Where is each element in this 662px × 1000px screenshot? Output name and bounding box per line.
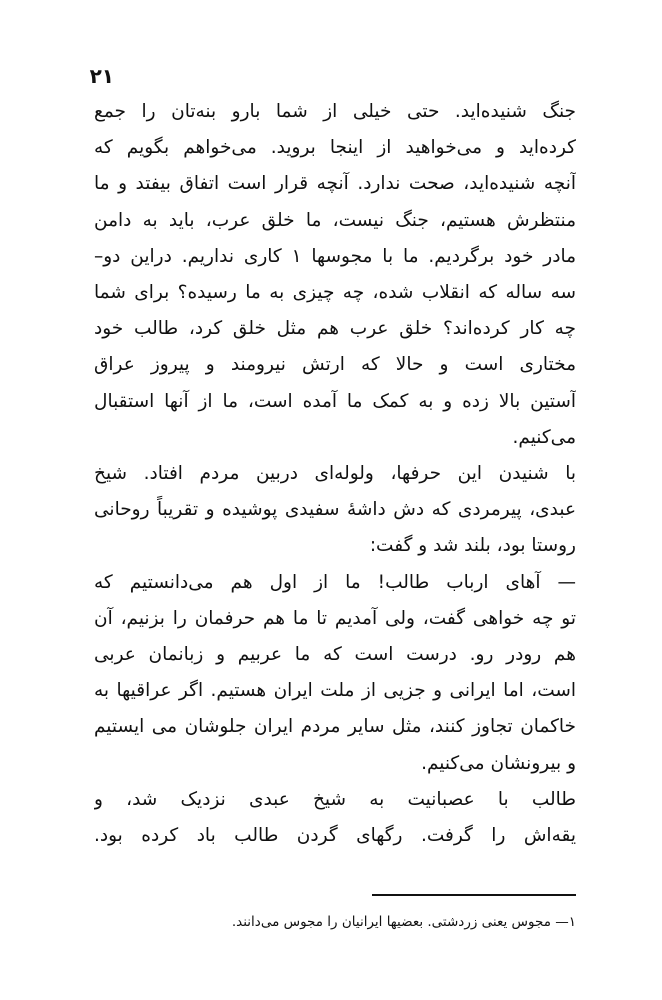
paragraph-3 bbox=[94, 565, 576, 782]
text-line: آنچه شنیده‌اید، صحت ندارد. آنچه قرار است اتفاق بیفتد و ما bbox=[94, 173, 576, 195]
text-line: یقه‌اش را گرفت. رگهای گردن طالب باد کرده بود. bbox=[94, 825, 576, 847]
text-line: عبدی، پیرمردی که دش داشهٔ سفیدی پوشیده و تقریباً روحانی bbox=[94, 499, 576, 521]
body-text bbox=[94, 94, 576, 854]
text-line: چه کار کرده‌اند؟ خلق عرب هم مثل خلق کرد، طالب خود bbox=[94, 318, 576, 340]
footnote-divider bbox=[372, 894, 576, 896]
text-line: آستین بالا زده و به کمک ما آمده است، ما از آنها استقبال bbox=[94, 390, 576, 412]
text-line: روستا بود، بلند شد و گفت: bbox=[369, 535, 576, 557]
text-line: طالب با عصبانیت به شیخ عبدی نزدیک شد، و bbox=[94, 788, 576, 810]
page-number: ۲۱ bbox=[89, 64, 114, 88]
text-line: — آهای ارباب طالب! ما از اول هم می‌دانستیم که bbox=[94, 571, 576, 593]
text-line: مختاری است و حالا که ارتش نیرومند و پیروز عراق bbox=[94, 354, 576, 376]
text-line: با شنیدن این حرفها، ولوله‌ای دربین مردم افتاد. شیخ bbox=[94, 463, 576, 485]
text-line: سه ساله که انقلاب شده، چه چیزی به ما رسیده؟ برای شما bbox=[94, 282, 576, 304]
paragraph-4 bbox=[94, 782, 576, 854]
text-line: خاکمان تجاوز کنند، مثل سایر مردم ایران جلوشان می ایستیم bbox=[94, 716, 576, 738]
text-line: مادر خود برگردیم. ما با مجوسها ۱ کاری نداریم. دراین دو– bbox=[94, 245, 576, 267]
text-line: جنگ شنیده‌اید. حتی خیلی از شما بارو بنه‌تان را جمع bbox=[94, 101, 576, 122]
footnote: ۱— مجوس یعنی زردشتی. بعضیها ایرانیان را مجوس می‌دانند. bbox=[231, 914, 576, 930]
text-line: و بیرونشان می‌کنیم. bbox=[421, 752, 576, 774]
text-line: می‌کنیم. bbox=[512, 426, 576, 448]
text-line: هم رودر رو. درست است که ما عربیم و زبانمان عربی bbox=[94, 644, 576, 666]
text-line: است، اما ایرانی و جزیی از ملت ایران هستیم. اگر عراقیها به bbox=[94, 680, 576, 702]
text-line: کرده‌اید و می‌خواهید از اینجا بروید. می‌خواهم بگویم که bbox=[94, 137, 576, 159]
text-line: منتظرش هستیم، جنگ نیست، ما خلق عرب، باید به دامن bbox=[94, 209, 576, 231]
paragraph-1 bbox=[94, 94, 576, 456]
text-line: تو چه خواهی گفت، ولی آمدیم تا ما هم حرفمان را بزنیم، آن bbox=[94, 607, 576, 629]
paragraph-2 bbox=[94, 456, 576, 565]
